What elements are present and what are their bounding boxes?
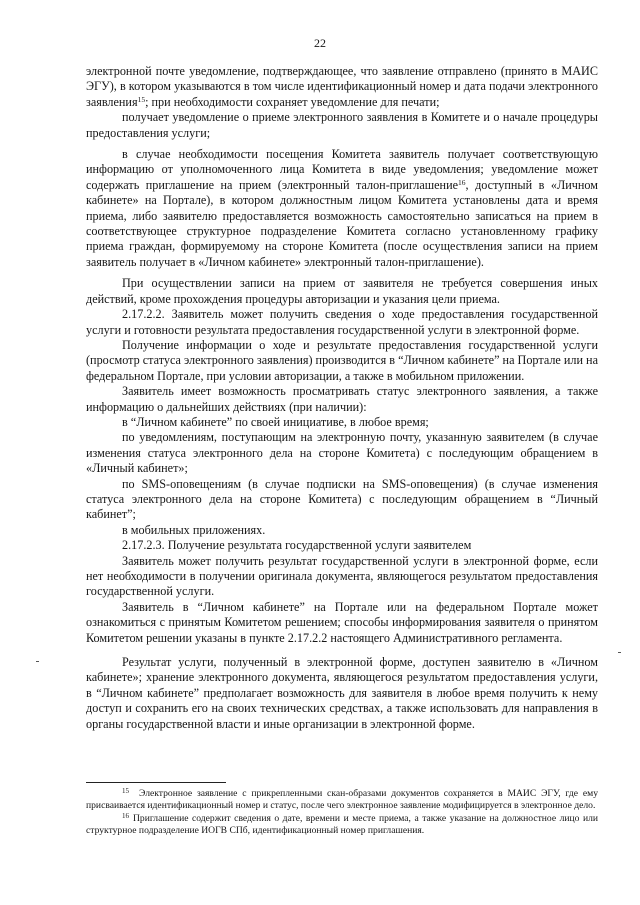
footnote-ref: 16 [458,177,466,187]
paragraph [86,415,598,430]
text-run: в случае необходимости посещения Комитета заявитель получает соответствующую информацию от уполномоченного лица Комитета в виде уведомления; уведомление может содержать приглашение на прием (электронный талон-приглашение [86,147,598,192]
paragraph [86,338,598,384]
text-run: 2.17.2.3. Получение результата государственной услуги заявителем [122,538,472,553]
text-run: в мобильных приложениях. [122,522,266,537]
text-run: электронной почте уведомление, подтверждающее, что заявление отправлено (принято в МАИС ЭГУ), в котором указываются в том числе идентификационный номер и дата подачи электронного заявления [86,64,598,109]
footnote-16 [86,813,598,838]
text-run: получает уведомление о приеме электронного заявления в Комитете и о начале процедуры предоставления услуги; [86,110,598,140]
paragraph [86,477,598,523]
scan-artifact [618,652,621,653]
footnotes [86,788,598,838]
text-run: в “Личном кабинете” по своей инициативе, в любое время; [122,414,429,429]
paragraph [86,384,598,415]
text-run: 2.17.2.2. Заявитель может получить сведения о ходе предоставления государственной услуги и готовности результата предоставления государственной услуги в электронной форме. [86,307,598,337]
footnote-15 [86,788,598,813]
paragraph [86,430,598,476]
body-text [86,64,598,732]
text-run: Заявитель может получить результат государственной услуги в электронной форме, если нет необходимости в получении оригинала документа, являющегося результатом предоставления государственной услуги. [86,553,598,599]
paragraph [86,655,598,732]
paragraph [86,276,598,307]
paragraph [86,600,598,646]
footnote-mark: 16 [122,811,129,820]
text-run: ; при необходимости сохраняет уведомление для печати; [145,94,440,109]
paragraph [86,147,598,270]
paragraph [86,554,598,600]
page-number: 22 [314,36,326,50]
text-run: по SMS-оповещениям (в случае подписки на SMS-оповещения) (в случае изменения статуса электронного дела на стороне Комитета) с последующим обращением в “Личный кабинет”; [86,476,598,522]
text-run: по уведомлениям, поступающим на электронную почту, указанную заявителем (в случае изменения статуса электронного дела на стороне Комитета) с последующим обращением в «Личный кабинет»; [86,430,598,476]
text-run: Получение информации о ходе и результате предоставления государственной услуги (просмотр статуса электронного заявления) производится в “Личном кабинете” на Портале или на федеральном Портале, при условии авторизации, а также в мобильном приложении. [86,337,598,383]
text-run: При осуществлении записи на прием от заявителя не требуется совершения иных действий, кроме прохождения процедуры авторизации и указания цели приема. [86,276,598,306]
text-run: Заявитель имеет возможность просматривать статус электронного заявления, а также информацию о дальнейших действиях (при наличии): [86,384,598,414]
footnote-text: Электронное заявление с прикрепленными скан-образами документов сохраняется в МАИС ЭГУ, где ему присваивается идентификационный номер и статус, после чего электронное заявление модифицируется в электронное дело. [86,788,598,812]
scan-artifact [36,661,39,662]
paragraph [86,110,598,141]
footnote-text: Приглашение содержит сведения о дате, времени и месте приема, а также указание на должностное лицо или структурное подразделение ИОГВ СПб, идентификационный номер приглашения. [86,812,598,837]
footnote-ref: 15 [137,94,146,104]
paragraph [86,307,598,338]
text-run: Результат услуги, полученный в электронной форме, доступен заявителю в «Личном кабинете»; хранение электронного документа, являющегося результатом предоставления услуги, в “Личном кабинете” предполагает возможность для заявителя в любое время получить к нему доступ и сохранить его на своих технических средствах, а также использовать для направления в органы государственной власти и иные организации в электронной форме. [86,655,598,731]
footnote-separator [86,782,226,783]
text-run: , доступный в «Личном кабинете» на Портале), в котором должностным лицом Комитета установлены дата и время приема, либо заявителю предоставляется возможность самостоятельно записаться на прием в соответствующее структурное подразделение Комитета согласно установленному графику приема граждан, формируемому на стороне Комитета (после осуществления записи на прием заявитель получает в «Личном кабинете» электронный талон-приглашение). [86,177,598,269]
paragraph [86,523,598,538]
paragraph [86,64,598,110]
text-run: Заявитель в “Личном кабинете” на Портале или на федеральном Портале может ознакомиться с принятым Комитетом решением; способы информирования заявителя о принятом Комитетом решении указаны в пункте 2.17.2.2 настоящего Административного регламента. [86,599,598,645]
section-heading [86,538,598,553]
footnote-mark: 15 [122,787,129,795]
